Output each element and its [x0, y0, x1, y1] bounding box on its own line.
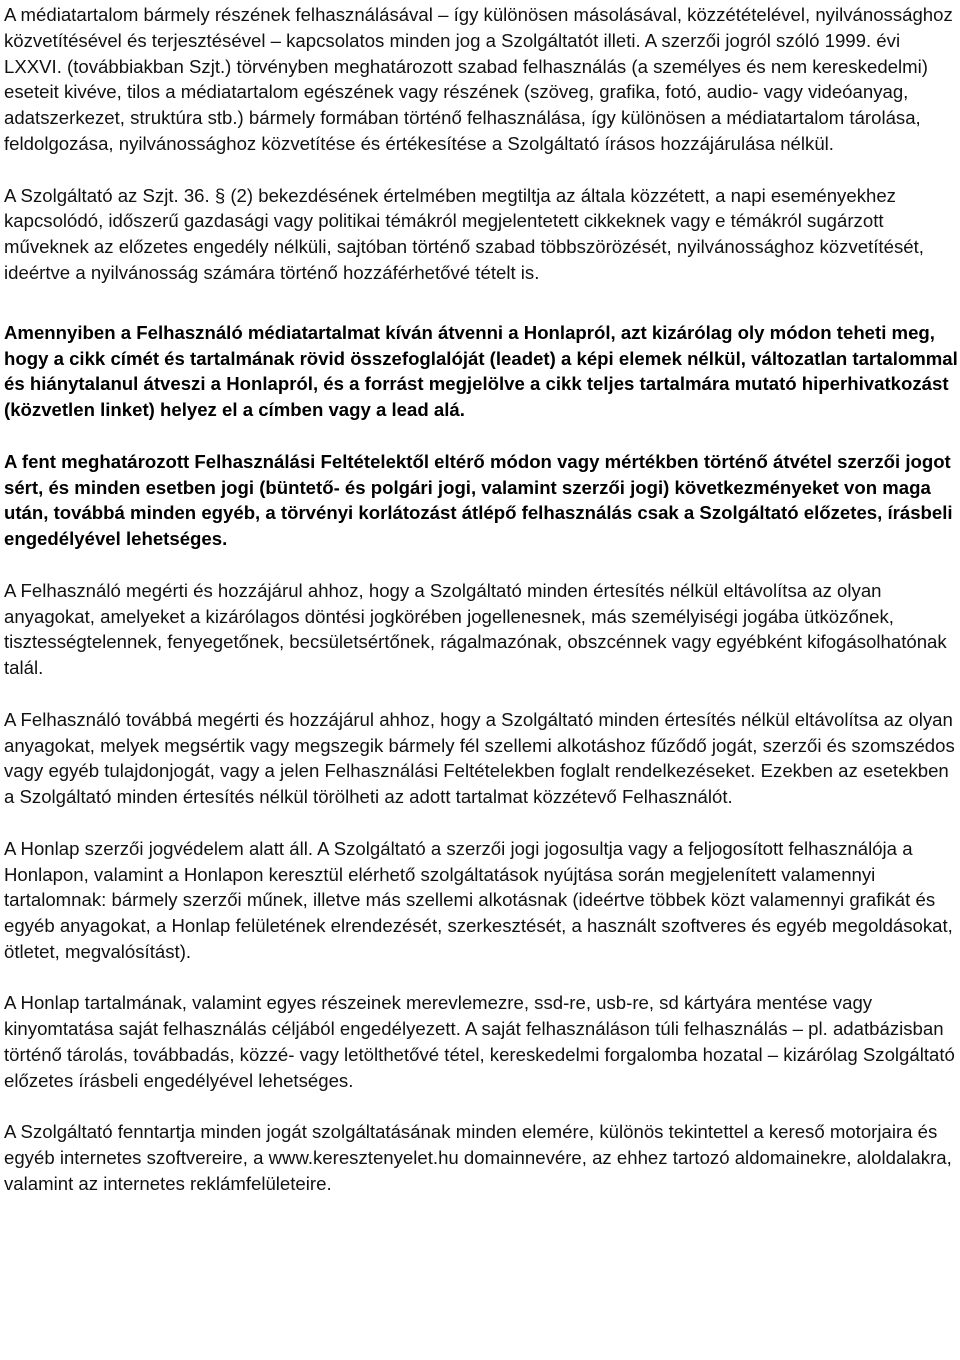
paragraph-removal-consent: A Felhasználó megérti és hozzájárul ahhoz, hogy a Szolgáltató minden értesítés nélkül eltávolítsa az olyan anyagokat, amelyeket a kizárólagos döntési jogkörében jogellenesnek, más személyiségi jogába ütközőnek, tisztességtelennek, fenyegetőnek, becsületsértőnek, rágalmazónak, obszcénnek vagy egyébként kifogásolhatónak talál.	[4, 579, 947, 679]
paragraph-ip-removal-consent: A Felhasználó továbbá megérti és hozzájárul ahhoz, hogy a Szolgáltató minden értesítés nélkül eltávolítsa az olyan anyagokat, melyek megsértik vagy megszegik bármely fél szellemi alkotáshoz fűződő jogát, szerzői és szomszédos vagy egyéb tulajdonjogát, vagy a jelen Felhasználási Feltételekben foglalt rendelkezéseket. Ezekben az esetekben a Szolgáltató minden értesítés nélkül törölheti az adott tartalmat közzétevő Felhasználót.	[4, 708, 955, 808]
paragraph-szjt-36: A Szolgáltató az Szjt. 36. § (2) bekezdésének értelmében megtiltja az általa közzétett, a napi eseményekhez kapcsolódó, időszerű gazdasági vagy politikai témákról megjelentetett cikkeknek vagy e témákról sugárzott műveknek az előzetes engedély nélküli, sajtóban történő szabad többszörözését, nyilvánossághoz közvetítését, ideértve a nyilvánosság számára történő hozzáférhetővé tételt is.	[4, 184, 924, 283]
document-page	[4, 2, 958, 1223]
paragraph-content-takeover-bold: Amennyiben a Felhasználó médiatartalmat kíván átvenni a Honlapról, azt kizárólag oly módon teheti meg, hogy a cikk címét és tartalmának rövid összefoglalóját (leadet) a képi elemek nélkül, változatlan tartalommal és hiánytalanul átveszi a Honlapról, és a forrást megjelölve a cikk teljes tartalmára mutató hiperhivatkozást (közvetlen linket) helyez el a címben vagy a lead alá.	[4, 321, 958, 421]
paragraph-personal-use: A Honlap tartalmának, valamint egyes részeinek merevlemezre, ssd-re, usb-re, sd kártyára mentése vagy kinyomtatása saját felhasználás céljából engedélyezett. A saját felhasználáson túli felhasználás – pl. adatbázisban történő tárolás, továbbadás, közzé- vagy letölthetővé tétel, kereskedelmi forgalomba hozatal – kizárólag Szolgáltató előzetes írásbeli engedélyével lehetséges.	[4, 992, 955, 1091]
paragraph-site-protection: A Honlap szerzői jogvédelem alatt áll. A Szolgáltató a szerzői jogi jogosultja vagy a feljogosított felhasználója a Honlapon, valamint a Honlapon keresztül elérhető szolgáltatások nyújtása során megjelenített valamennyi tartalomnak: bármely szerzői műnek, illetve más szellemi alkotásnak (ideértve többek közt valamennyi grafikát és egyéb anyagokat, a Honlap felületének elrendezését, szerkesztését, a használt szoftveres és egyéb megoldásokat, ötletet, megvalósítást).	[4, 837, 953, 962]
paragraph-copyright-rights: A médiatartalom bármely részének felhasználásával – így különösen másolásával, közzétételével, nyilvánossághoz közvetítésével és terjesztésével – kapcsolatos minden jog a Szolgáltatót illeti. A szerzői jogról szóló 1999. évi LXXVI. (továbbiakban Szjt.) törvényben meghatározott szabad felhasználás (a személyes és nem kereskedelmi) eseteit kivéve, tilos a médiatartalom egészének vagy részének (szöveg, grafika, fotó, audio- vagy videóanyag, adatszerkezet, struktúra stb.) bármely formában történő felhasználása, így különösen a médiatartalom tárolása, feldolgozása, nyilvánossághoz közvetítése és értékesítése a Szolgáltató írásos hozzájárulása nélkül.	[4, 4, 953, 154]
paragraph-violation-bold: A fent meghatározott Felhasználási Feltételektől eltérő módon vagy mértékben történő átvétel szerzői jogot sért, és minden esetben jogi (büntető- és polgári jogi, valamint szerzői jogi) következményeket von maga után, továbbá minden egyéb, a törvényi korlátozást átlépő felhasználás csak a Szolgáltató előzetes, írásbeli engedélyével lehetséges.	[4, 450, 953, 550]
paragraph-reserved-rights: A Szolgáltató fenntartja minden jogát szolgáltatásának minden elemére, különös tekintettel a kereső motorjaira és egyéb internetes szoftvereire, a www.keresztenyelet.hu domainnevére, az ehhez tartozó aldomainekre, aloldalakra, valamint az internetes reklámfelületeire.	[4, 1121, 952, 1195]
